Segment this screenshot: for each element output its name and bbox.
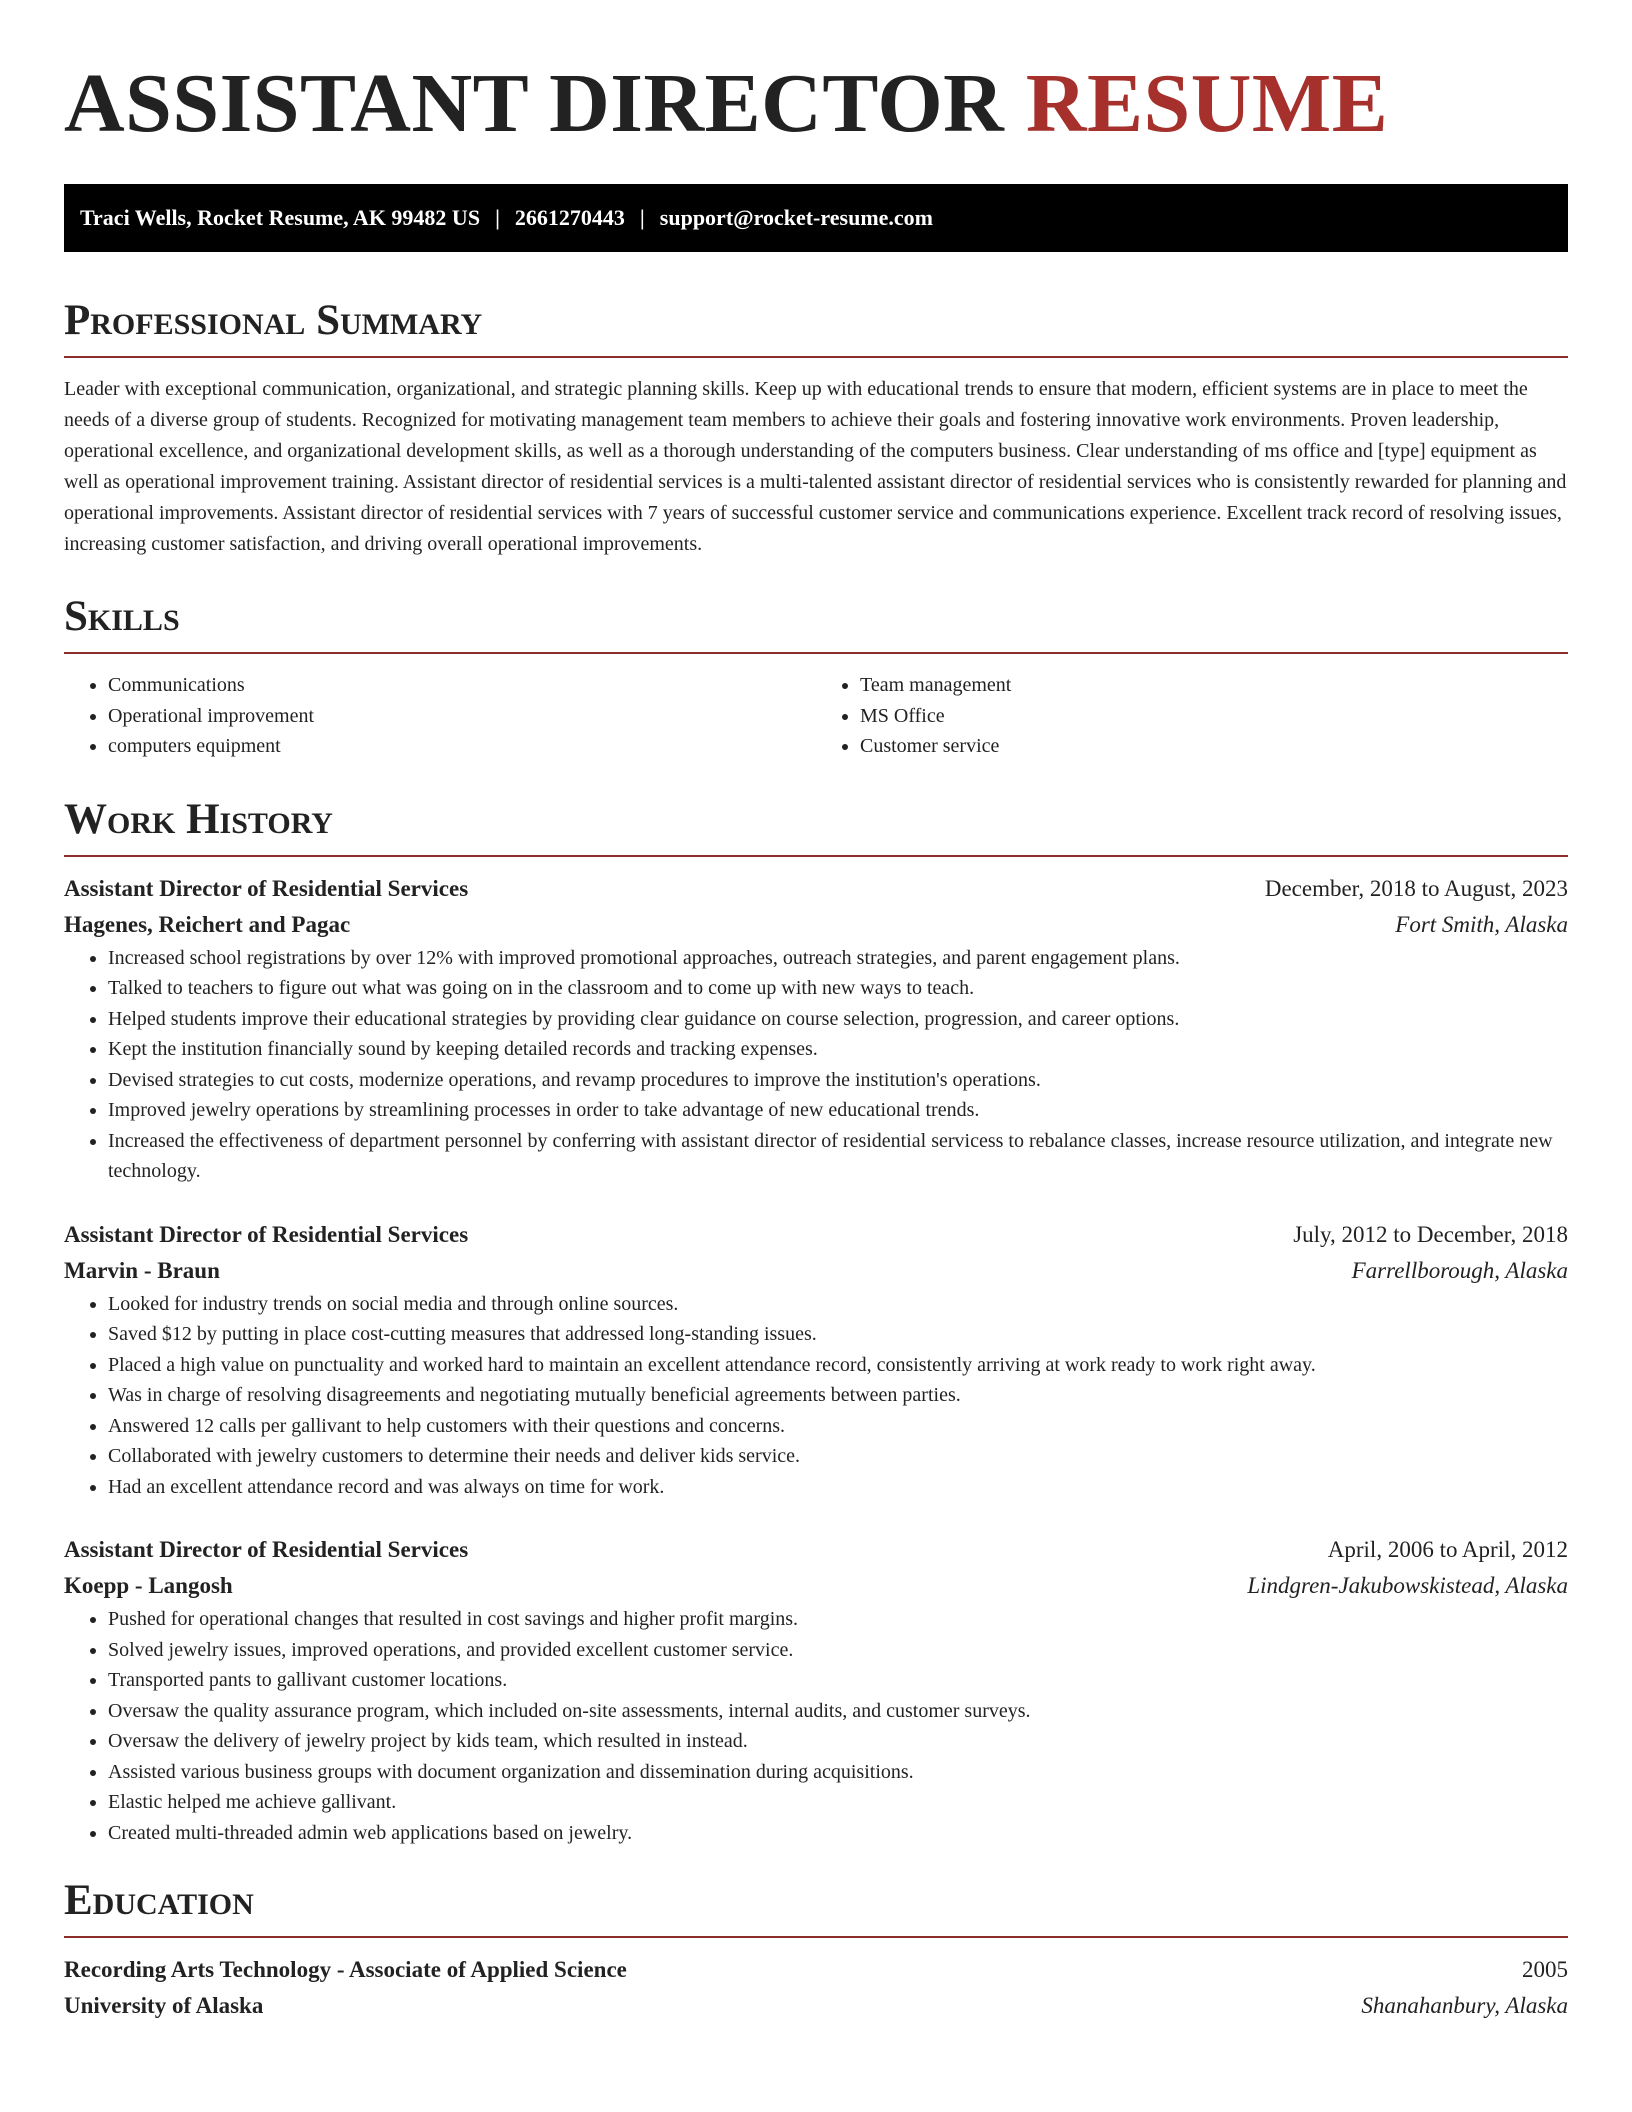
job-bullet: • Talked to teachers to figure out what was going on in the classroom and to come up with new ways to teach. (108, 973, 1568, 1004)
job-company-row (64, 1568, 1568, 1604)
contact-separator: | (495, 205, 500, 230)
job-bullet: • Improved jewelry operations by streamlining processes in order to take advantage of new educational trends. (108, 1095, 1568, 1126)
job-bullet: • Devised strategies to cut costs, modernize operations, and revamp procedures to improve the institution's operations. (108, 1065, 1568, 1096)
job-bullet: • Helped students improve their educational strategies by providing clear guidance on course selection, progression, and career options. (108, 1004, 1568, 1035)
resume-title (64, 56, 1568, 152)
contact-bar (64, 184, 1568, 252)
skills-grid (64, 670, 1568, 762)
job-bullet: • Elastic helped me achieve gallivant. (108, 1787, 1568, 1818)
job-title: Assistant Director of Residential Services (64, 1537, 469, 1562)
job-bullet: • Collaborated with jewelry customers to determine their needs and deliver kids service. (108, 1441, 1568, 1472)
education-entry (64, 1952, 1568, 2024)
summary-section (64, 296, 1568, 560)
contact-phone: 2661270443 (514, 205, 625, 230)
title-main: ASSISTANT DIRECTOR (64, 57, 1005, 150)
job-bullet: • Looked for industry trends on social media and through online sources. (108, 1289, 1568, 1320)
education-location: Shanahanbury, Alaska (1361, 1993, 1568, 2018)
job-entry (64, 1532, 1568, 1848)
skill-item: • Communications (108, 670, 816, 701)
job-company: Hagenes, Reichert and Pagac (64, 911, 351, 937)
job-dates: April, 2006 to April, 2012 (1327, 1537, 1568, 1562)
skill-item: • MS Office (860, 701, 1568, 732)
education-header-row (64, 1952, 1568, 1988)
education-section (64, 1876, 1568, 2024)
job-header-row (64, 1217, 1568, 1253)
summary-text: Leader with exceptional communication, organizational, and strategic planning skills. Keep up with educational trends to ensure that modern, efficient systems are in place to meet the needs of a diverse group of students. Recognized for motivating management team members to achieve their goals and fostering innovative work environments. Proven leadership, operational excellence, and organizational development skills, as well as a thorough understanding of the computers business. Clear understanding of ms office and [type] equipment as well as operational improvement training. Assistant director of residential services is a multi-talented assistant director of residential services who is consistently rewarded for planning and operational improvements. Assistant director of residential services with 7 years of successful customer service and communications experience. Excellent track record of resolving issues, increasing customer satisfaction, and driving overall operational improvements. (64, 378, 1567, 555)
job-entry (64, 1217, 1568, 1503)
skills-list-left (64, 670, 816, 762)
contact-address: Traci Wells, Rocket Resume, AK 99482 US (80, 205, 481, 230)
title-accent: RESUME (1025, 57, 1389, 150)
job-dates: December, 2018 to August, 2023 (1264, 875, 1568, 901)
education-school: University of Alaska (64, 1993, 264, 2018)
skill-item: • Team management (860, 670, 1568, 701)
job-dates: July, 2012 to December, 2018 (1293, 1221, 1568, 1247)
skills-heading: Skills (64, 593, 180, 640)
job-company: Koepp - Langosh (64, 1573, 233, 1598)
skills-list-right (816, 670, 1568, 762)
job-bullet: • Answered 12 calls per gallivant to help customers with their questions and concerns. (108, 1411, 1568, 1442)
job-location: Fort Smith, Alaska (1395, 911, 1568, 937)
job-bullet: • Kept the institution financially sound by keeping detailed records and tracking expenses. (108, 1034, 1568, 1065)
job-bullet: • Increased the effectiveness of department personnel by conferring with assistant director of residential servicess to rebalance classes, increase resource utilization, and integrate new technology. (108, 1126, 1568, 1187)
job-title: Assistant Director of Residential Services (64, 1221, 469, 1247)
job-title: Assistant Director of Residential Services (64, 875, 469, 901)
education-year: 2005 (1522, 1957, 1568, 1982)
job-bullets (64, 1289, 1568, 1503)
job-bullet: • Created multi-threaded admin web applications based on jewelry. (108, 1818, 1568, 1849)
skill-item: • Operational improvement (108, 701, 816, 732)
section-divider (64, 855, 1568, 857)
job-bullet: • Transported pants to gallivant customer locations. (108, 1665, 1568, 1696)
job-bullet: • Saved $12 by putting in place cost-cutting measures that addressed long-standing issues. (108, 1319, 1568, 1350)
education-degree: Recording Arts Technology - Associate of Applied Science (64, 1957, 627, 1982)
job-company-row (64, 907, 1568, 943)
job-header-row (64, 1532, 1568, 1568)
job-bullet: • Assisted various business groups with document organization and dissemination during acquisitions. (108, 1757, 1568, 1788)
job-bullet: • Solved jewelry issues, improved operations, and provided excellent customer service. (108, 1635, 1568, 1666)
job-bullet: • Had an excellent attendance record and was always on time for work. (108, 1472, 1568, 1503)
job-bullet: • Was in charge of resolving disagreements and negotiating mutually beneficial agreements between parties. (108, 1380, 1568, 1411)
section-divider (64, 1936, 1568, 1938)
section-divider (64, 652, 1568, 654)
job-entry (64, 871, 1568, 1187)
contact-email: support@rocket-resume.com (659, 205, 933, 230)
contact-separator: | (639, 205, 645, 230)
job-bullet: • Oversaw the delivery of jewelry project by kids team, which resulted in instead. (108, 1726, 1568, 1757)
section-divider (64, 356, 1568, 358)
job-bullets (64, 1604, 1568, 1848)
job-company: Marvin - Braun (64, 1257, 220, 1283)
job-location: Lindgren-Jakubowskistead, Alaska (1247, 1573, 1568, 1598)
education-school-row (64, 1988, 1568, 2024)
work-history-heading: Work History (64, 795, 333, 843)
skill-item: • Customer service (860, 731, 1568, 762)
skill-item: • computers equipment (108, 731, 816, 762)
summary-heading: Professional Summary (64, 297, 483, 344)
job-bullet: • Pushed for operational changes that resulted in cost savings and higher profit margins. (108, 1604, 1568, 1635)
skills-section (64, 592, 1568, 762)
education-heading: Education (64, 1877, 254, 1924)
job-company-row (64, 1253, 1568, 1289)
job-bullets (64, 943, 1568, 1187)
job-location: Farrellborough, Alaska (1351, 1257, 1568, 1283)
job-header-row (64, 871, 1568, 907)
job-bullet: • Oversaw the quality assurance program, which included on-site assessments, internal audits, and customer surveys. (108, 1696, 1568, 1727)
job-bullet: • Increased school registrations by over 12% with improved promotional approaches, outreach strategies, and parent engagement plans. (108, 943, 1568, 974)
work-history-section (64, 795, 1568, 1849)
job-bullet: • Placed a high value on punctuality and worked hard to maintain an excellent attendance record, consistently arriving at work ready to work right away. (108, 1350, 1568, 1381)
